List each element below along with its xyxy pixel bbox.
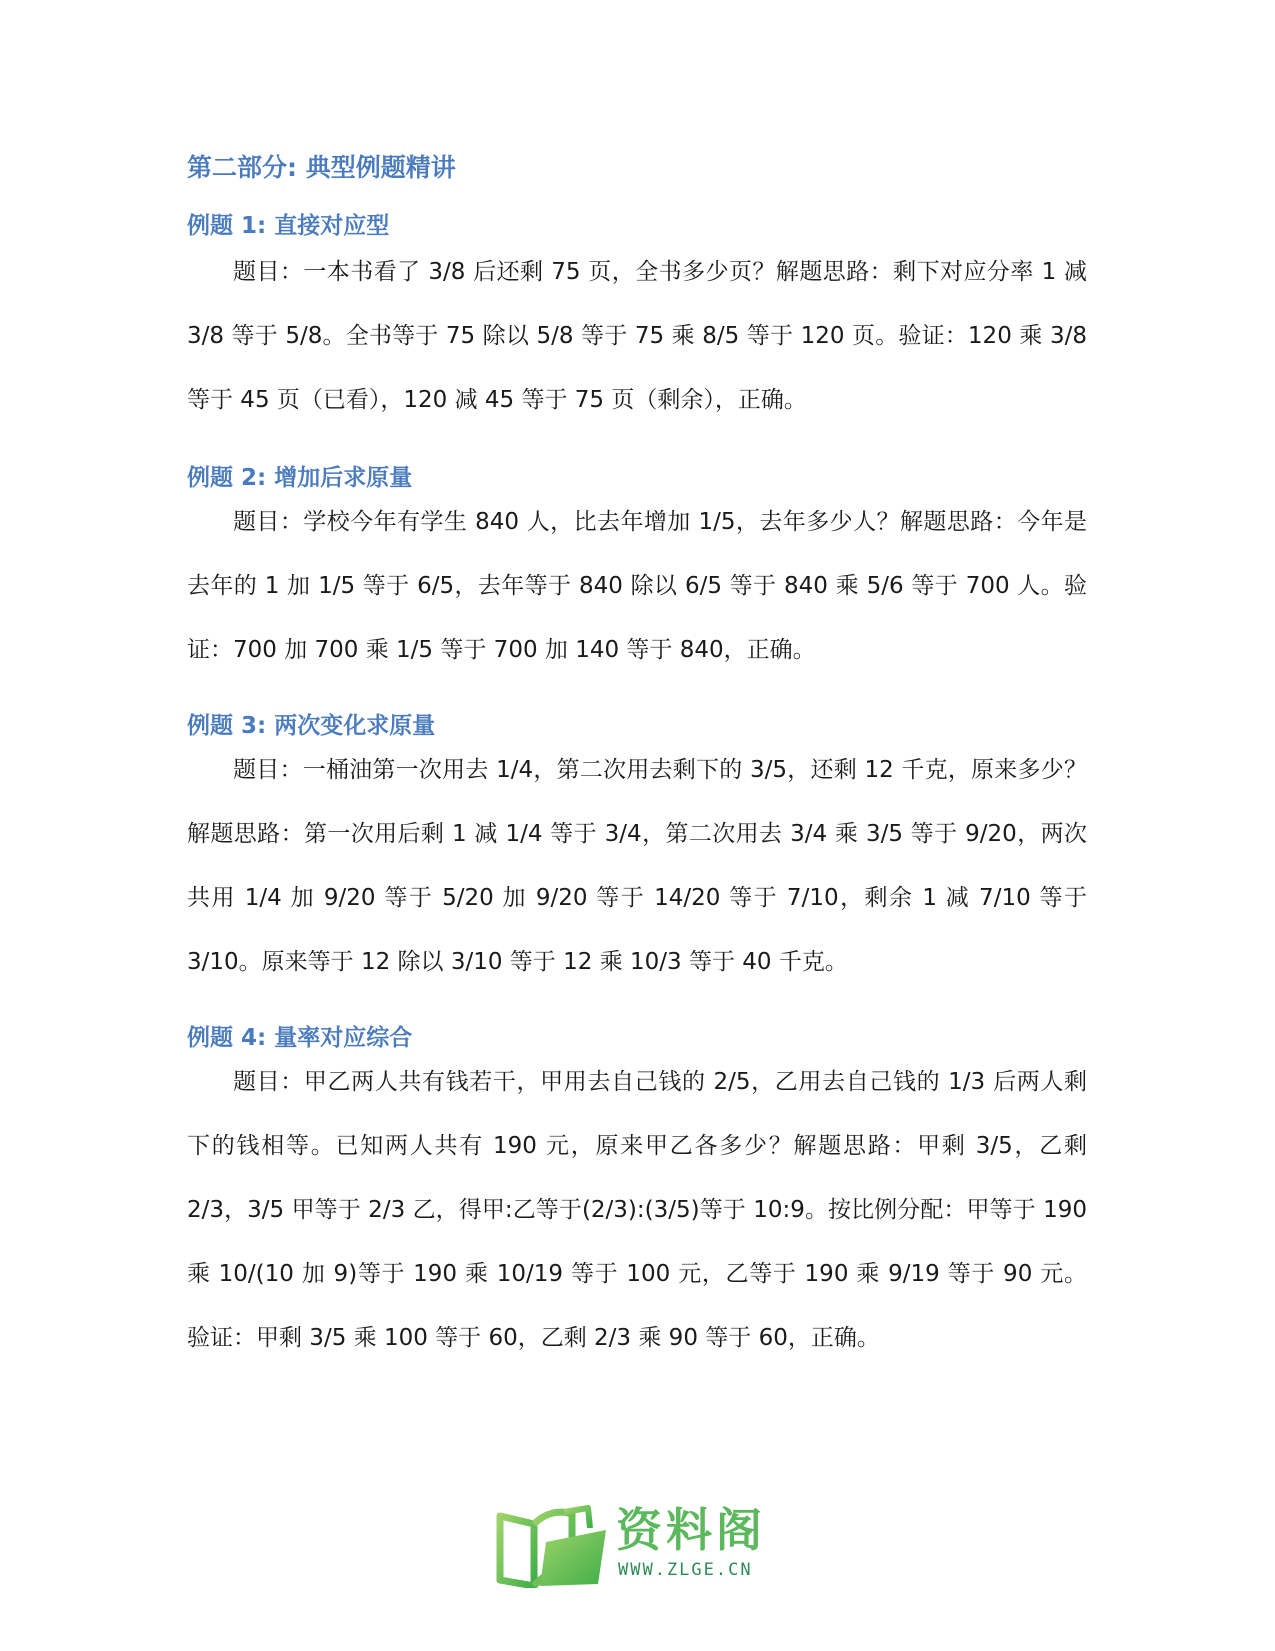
example-2 [187, 460, 1087, 682]
example-title: 例题 1: 直接对应型 [187, 213, 390, 239]
document-content [187, 148, 1087, 1370]
example-1 [187, 208, 1087, 432]
section-title: 第二部分: 典型例题精讲 [187, 153, 456, 182]
logo-url: WWW.ZLGE.CN [618, 1560, 753, 1580]
example-title: 例题 2: 增加后求原量 [187, 465, 413, 491]
site-logo [494, 1502, 784, 1588]
book-folder-icon [494, 1502, 612, 1588]
example-title: 例题 3: 两次变化求原量 [187, 713, 436, 739]
example-4 [187, 1020, 1087, 1370]
example-3 [187, 708, 1087, 994]
example-title: 例题 4: 量率对应综合 [187, 1025, 413, 1051]
example-body: 题目：甲乙两人共有钱若干，甲用去自己钱的 2/5，乙用去自己钱的 1/3 后两人剩下的钱相等。已知两人共有 190 元，原来甲乙各多少？解题思路：甲剩 3/5，乙剩 2/3，3/5 甲等于 2/3 乙，得甲:乙等于(2/3):(3/5)等于 10:9。按比例分配：甲等于 190 乘 10/(10 加 9)等于 190 乘 10/19 等于 100 元，乙等于 190 乘 9/19 等于 90 元。验证：甲剩 3/5 乘 100 等于 60，乙剩 2/3 乘 90 等于 60，正确。 [187, 1069, 1087, 1351]
example-body: 题目：一桶油第一次用去 1/4，第二次用去剩下的 3/5，还剩 12 千克，原来多少？解题思路：第一次用后剩 1 减 1/4 等于 3/4，第二次用去 3/4 乘 3/5 等于 9/20，两次共用 1/4 加 9/20 等于 5/20 加 9/20 等于 14/20 等于 7/10，剩余 1 减 7/10 等于 3/10。原来等于 12 除以 3/10 等于 12 乘 10/3 等于 40 千克。 [187, 757, 1087, 975]
example-body: 题目：学校今年有学生 840 人，比去年增加 1/5，去年多少人？解题思路：今年是去年的 1 加 1/5 等于 6/5，去年等于 840 除以 6/5 等于 840 乘 5/6 等于 700 人。验证：700 加 700 乘 1/5 等于 700 加 140 等于 840，正确。 [187, 509, 1087, 663]
example-body: 题目：一本书看了 3/8 后还剩 75 页，全书多少页？解题思路：剩下对应分率 1 减 3/8 等于 5/8。全书等于 75 除以 5/8 等于 75 乘 8/5 等于 120 页。验证：120 乘 3/8 等于 45 页（已看），120 减 45 等于 75 页（剩余），正确。 [187, 259, 1087, 413]
logo-name: 资料阁 [616, 1503, 766, 1557]
